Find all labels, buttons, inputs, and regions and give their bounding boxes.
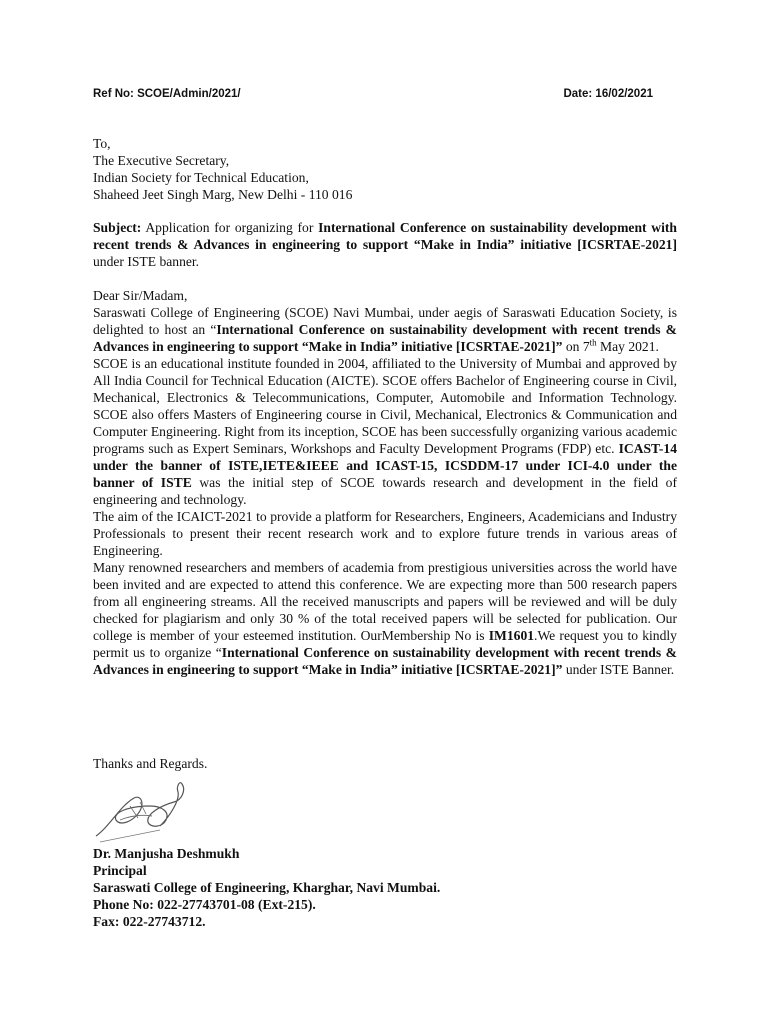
handwritten-signature: [90, 776, 210, 848]
phone-number: Phone No: 022-27743701-08 (Ext-215).: [93, 897, 316, 912]
subject-text-2: under ISTE banner.: [93, 254, 200, 269]
paragraph-about: [93, 355, 677, 508]
subject-conference-title: International Conference on sustainability development with recent trends & Advances in engineering to support “Make in India” initiative [ICSRTAE-2021]: [93, 220, 677, 252]
about-past-events: ICAST-14 under the banner of ISTE,IETE&IEEE and ICAST-15, ICSDDM-17 under ICI-4.0 under the banner of ISTE: [93, 441, 677, 490]
signature-block: [93, 845, 677, 930]
fax-number: Fax: 022-27743712.: [93, 914, 206, 929]
reference-number: Ref No: SCOE/Admin/2021/: [93, 88, 241, 100]
paragraph-aim: The aim of the ICAICT-2021 to provide a platform for Researchers, Engineers, Academicians and Industry Professionals to present their recent research work and to explore future trends in various areas of Engineering.: [93, 509, 677, 558]
letter-body: [93, 287, 677, 678]
signatory-title: Principal: [93, 863, 147, 878]
thanks-line: Thanks and Regards.: [93, 756, 208, 771]
letter-header: [93, 88, 653, 100]
address-to: To,: [93, 136, 111, 151]
signatory-name: Dr. Manjusha Deshmukh: [93, 846, 240, 861]
subject-text-1: Application for organizing for: [141, 220, 319, 235]
greeting: Dear Sir/Madam,: [93, 288, 188, 303]
paragraph-intro: [93, 304, 677, 355]
subject-label: Subject:: [93, 220, 142, 235]
request-conference-title: International Conference on sustainability development with recent trends & Advances in engineering to support “Make in India” initiative [ICSRTAE-2021]”: [93, 645, 677, 677]
address-line-2: Indian Society for Technical Education,: [93, 170, 309, 185]
paragraph-request: [93, 559, 677, 678]
letter-date: Date: 16/02/2021: [563, 88, 653, 100]
intro-date-end: May 2021.: [596, 339, 659, 354]
membership-number: IM1601: [488, 628, 535, 643]
request-text: Many renowned researchers and members of academia from prestigious universities across the world have been invited and are expected to attend this conference. We are expecting more than 500 research papers from all engineering streams. All the received manuscripts and papers will be reviewed and will be duly checked for plagiarism and only 30 % of the total received papers will be selected for publication. Our college is member of your esteemed institution. OurMembership No is: [93, 560, 677, 643]
intro-date-text: on 7: [562, 339, 590, 354]
about-text: SCOE is an educational institute founded in 2004, affiliated to the University of Mumbai and approved by All India Council for Technical Education (AICTE). SCOE offers Bachelor of Engineering course in Civil, Mechanical, Electronics & Telecommunications, Computer, Automobile and Information Technology. SCOE also offers Masters of Engineering course in Civil, Mechanical, Electronics & Communication and Computer Engineering. Right from its inception, SCOE has been successfully organizing various academic programs such as Expert Seminars, Workshops and Faculty Development Programs (FDP) etc.: [93, 356, 677, 456]
signatory-organization: Saraswati College of Engineering, Kharghar, Navi Mumbai.: [93, 880, 441, 895]
recipient-address: [93, 135, 677, 203]
request-text-2: .We request you to kindly permit us to organize “: [93, 628, 677, 660]
address-line-3: Shaheed Jeet Singh Marg, New Delhi - 110 016: [93, 187, 353, 202]
subject-line: [93, 219, 677, 270]
address-line-1: The Executive Secretary,: [93, 153, 230, 168]
date-superscript: th: [589, 337, 597, 348]
request-text-end: under ISTE Banner.: [562, 662, 675, 677]
intro-text: Saraswati College of Engineering (SCOE) Navi Mumbai, under aegis of Saraswati Education Society, is delighted to host an “: [93, 305, 677, 337]
intro-conference-title: International Conference on sustainability development with recent trends & Advances in engineering to support “Make in India” initiative [ICSRTAE-2021]”: [93, 322, 677, 354]
about-text-end: was the initial step of SCOE towards research and development in the field of engineering and technology.: [93, 475, 677, 507]
